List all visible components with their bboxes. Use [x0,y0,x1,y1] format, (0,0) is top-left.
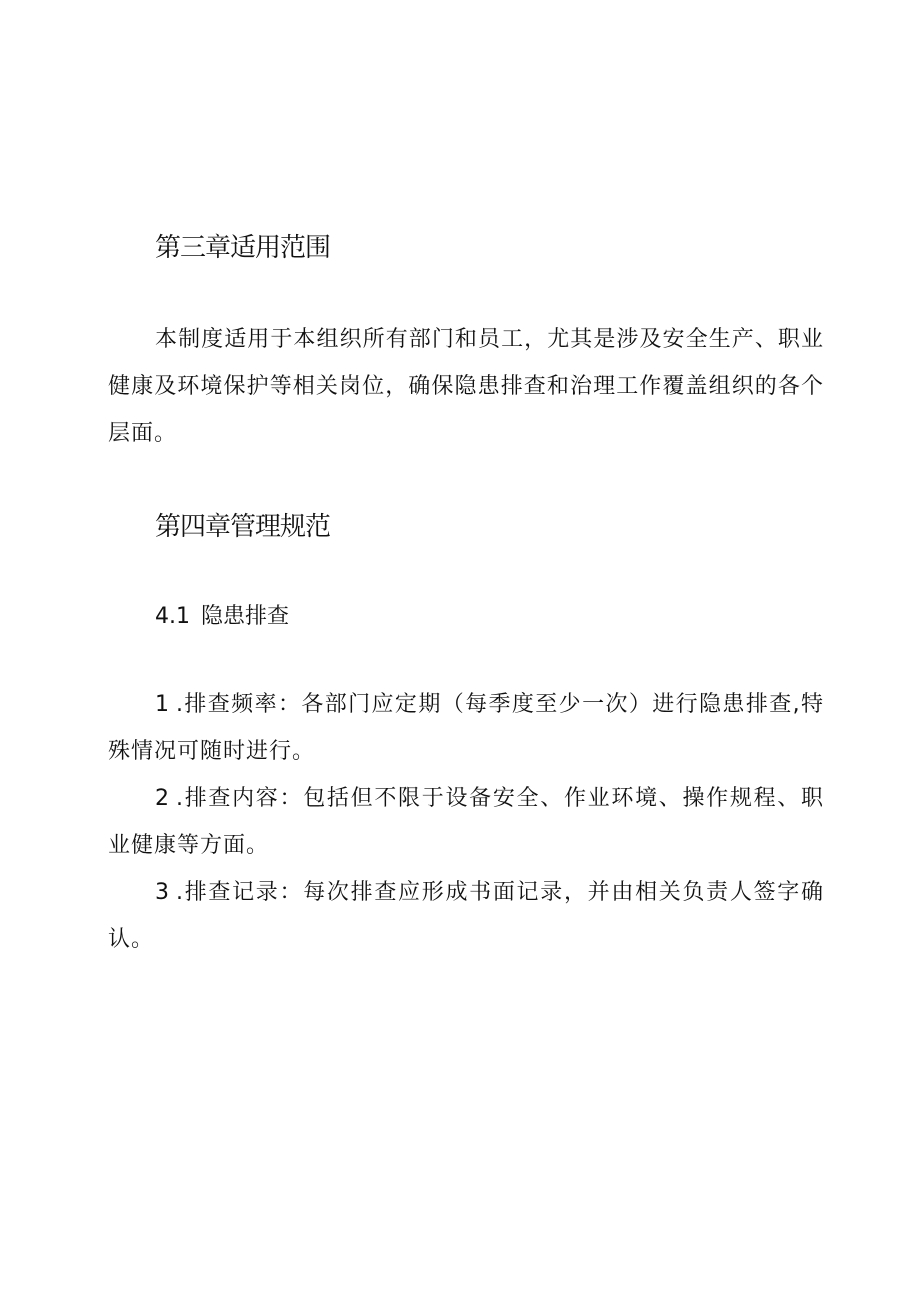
inspection-list [108,681,824,963]
list-item [108,681,824,775]
list-item-text: .排查记录：每次排查应形成书面记录，并由相关负责人签字确认。 [108,880,824,952]
list-item [108,869,824,963]
document-content [108,228,824,963]
list-item [108,775,824,869]
list-item-number: 3 [155,880,170,905]
section-heading [108,597,824,637]
chapter-4-title: 第四章管理规范 [155,512,331,542]
list-item-text: .排查内容：包括但不限于设备安全、作业环境、操作规程、职业健康等方面。 [108,786,824,858]
list-item-text: .排查频率：各部门应定期（每季度至少一次）进行隐患排查,特殊情况可随时进行。 [108,692,824,764]
chapter-3-title: 第三章适用范围 [155,233,331,263]
chapter-3-body: 本制度适用于本组织所有部门和员工，尤其是涉及安全生产、职业健康及环境保护等相关岗位，确保隐患排查和治理工作覆盖组织的各个层面。 [108,327,824,446]
section-title: 隐患排查 [201,604,290,629]
list-item-number: 1 [155,692,170,717]
section-number: 4.1 [155,604,190,629]
list-item-number: 2 [155,786,170,811]
